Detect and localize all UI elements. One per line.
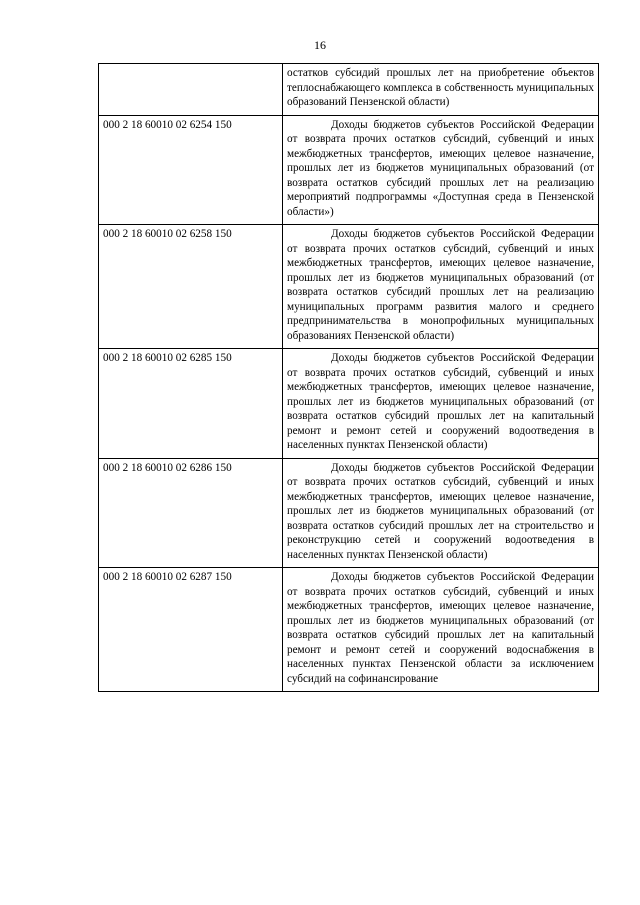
revenue-description: Доходы бюджетов субъектов Российской Федерации от возврата прочих остатков субсидий, субвенций и иных межбюджетных трансфертов, имеющих целевое назначение, прошлых лет из бюджетов муниципальных образований (от возврата остатков субсидий прошлых лет на капитальный ремонт и ремонт сетей и сооружений водоотведения в населенных пунктах Пензенской области) — [283, 349, 599, 459]
revenue-code: 000 2 18 60010 02 6254 150 — [99, 115, 283, 225]
table-row — [99, 64, 599, 116]
table-row — [99, 458, 599, 568]
revenue-description: остатков субсидий прошлых лет на приобретение объектов теплоснабжающего комплекса в собственность муниципальных образований Пензенской области) — [283, 64, 599, 116]
revenue-code: 000 2 18 60010 02 6258 150 — [99, 225, 283, 349]
table-row — [99, 349, 599, 459]
revenue-description: Доходы бюджетов субъектов Российской Федерации от возврата прочих остатков субсидий, субвенций и иных межбюджетных трансфертов, имеющих целевое назначение, прошлых лет из бюджетов муниципальных образований (от возврата остатков субсидий прошлых лет на реализацию мероприятий подпрограммы «Доступная среда в Пензенской области») — [283, 115, 599, 225]
revenue-code: 000 2 18 60010 02 6285 150 — [99, 349, 283, 459]
revenue-code: 000 2 18 60010 02 6286 150 — [99, 458, 283, 568]
table-row — [99, 568, 599, 692]
table-row — [99, 225, 599, 349]
budget-revenue-table — [98, 63, 599, 692]
revenue-description: Доходы бюджетов субъектов Российской Федерации от возврата прочих остатков субсидий, субвенций и иных межбюджетных трансфертов, имеющих целевое назначение, прошлых лет из бюджетов муниципальных образований (от возврата остатков субсидий прошлых лет на капитальный ремонт и ремонт сетей и сооружений водоснабжения в населенных пунктах Пензенской области за исключением субсидий на софинансирование — [283, 568, 599, 692]
page-number: 16 — [314, 38, 326, 52]
revenue-description: Доходы бюджетов субъектов Российской Федерации от возврата прочих остатков субсидий, субвенций и иных межбюджетных трансфертов, имеющих целевое назначение, прошлых лет из бюджетов муниципальных образований (от возврата остатков субсидий прошлых лет на строительство и реконструкцию сетей и сооружений водоотведения в населенных пунктах Пензенской области) — [283, 458, 599, 568]
revenue-description: Доходы бюджетов субъектов Российской Федерации от возврата прочих остатков субсидий, субвенций и иных межбюджетных трансфертов, имеющих целевое назначение, прошлых лет из бюджетов муниципальных образований (от возврата остатков субсидий прошлых лет на реализацию муниципальных программ развития малого и среднего предпринимательства в монопрофильных муниципальных образованиях Пензенской области) — [283, 225, 599, 349]
table-row — [99, 115, 599, 225]
revenue-code: 000 2 18 60010 02 6287 150 — [99, 568, 283, 692]
revenue-code — [99, 64, 283, 116]
